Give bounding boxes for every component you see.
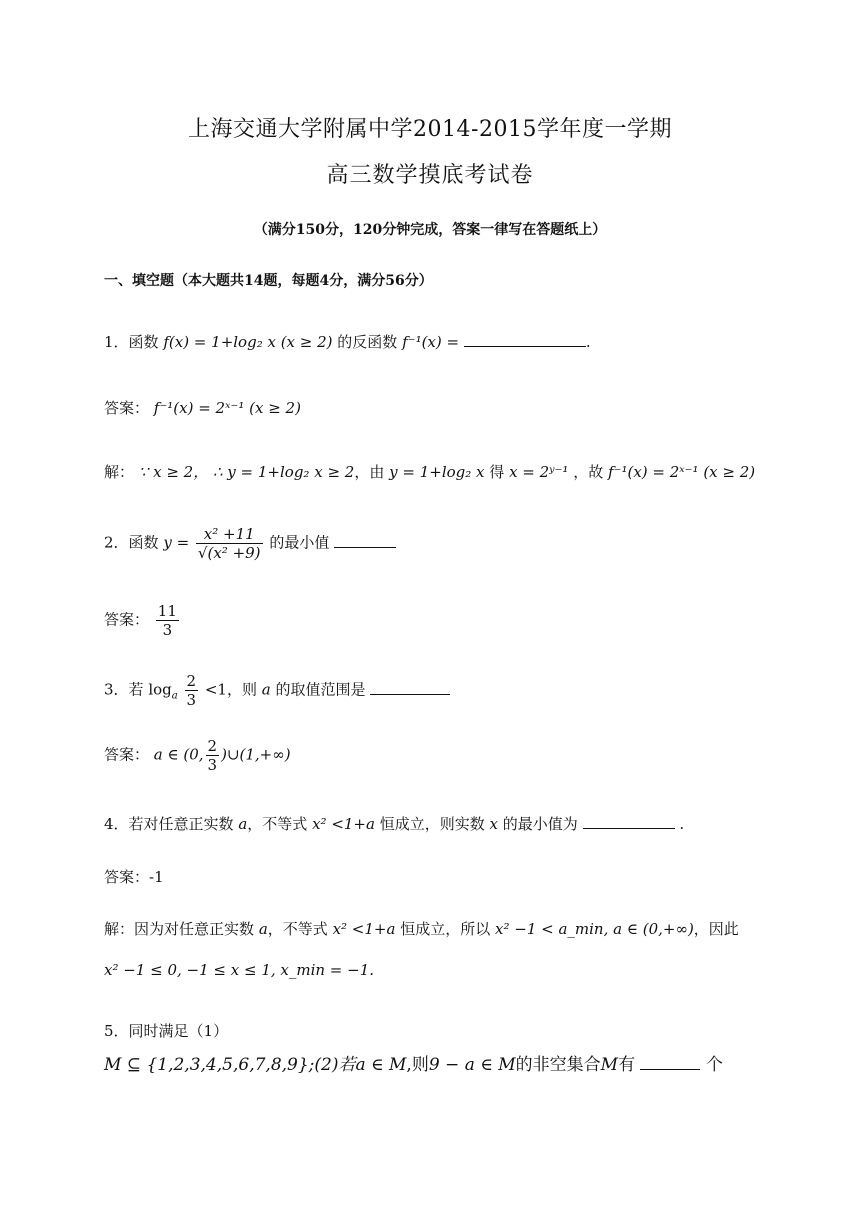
q4-solution-line-2 [104, 961, 374, 979]
q3-denominator: 3 [186, 691, 197, 709]
q4-suffix: 的最小值为 [502, 815, 578, 833]
q2-answer-fraction [156, 602, 179, 639]
question-5 [104, 1020, 228, 1041]
q4-var-a: a [238, 815, 248, 833]
q1-prefix: 1．函数 [104, 333, 159, 351]
q1-sol-f: x = 2ʸ⁻¹ [509, 463, 569, 481]
q1-solution-label: 解： [104, 463, 135, 481]
q4-end: . [679, 815, 685, 833]
q1-sol-e: 得 [484, 463, 505, 481]
q5-line2d: 9 − a ∈ M [428, 1055, 516, 1075]
q1-answer-label: 答案： [104, 399, 150, 417]
q3-answer-fraction [206, 737, 220, 774]
q4-answer-label: 答案： [104, 868, 150, 886]
q3-fraction [185, 672, 199, 709]
q4-sol-a: a [258, 920, 268, 938]
q4-answer-blank[interactable] [583, 814, 675, 829]
q5-line2a: M ⊆ {1,2,3,4,5,6,7,8,9};(2)若 [104, 1055, 356, 1075]
q1-sol-a: ∵ x ≥ 2， [138, 463, 209, 481]
q1-solution [104, 461, 755, 482]
q4-solution [104, 918, 739, 939]
question-4 [104, 813, 684, 834]
q1-mid: 的反函数 [337, 333, 398, 351]
q1-answer-blank[interactable] [464, 332, 586, 347]
q4-mid1: ，不等式 [247, 815, 308, 833]
q4-sol-ineq: x² <1+a [332, 920, 396, 938]
q1-sol-c: ，由 [354, 463, 385, 481]
exam-note: （满分150分，120分钟完成，答案一律写在答题纸上） [253, 222, 607, 238]
q5-line2f: M [600, 1055, 619, 1075]
q2-suffix: 的最小值 [269, 533, 330, 552]
q1-end: . [585, 333, 591, 351]
q2-answer-numerator: 11 [157, 602, 177, 620]
q3-log: log [148, 680, 172, 699]
q2-denominator: √(x² +9) [197, 544, 261, 562]
q5-line2b: a ∈ M [355, 1055, 407, 1075]
q4-answer [104, 866, 164, 887]
q5-answer-blank[interactable] [640, 1055, 700, 1070]
q2-answer [104, 602, 181, 639]
q4-sol-line2: x² −1 ≤ 0, −1 ≤ x ≤ 1, x_min = −1. [104, 961, 375, 979]
q2-y: y = [163, 533, 190, 552]
q4-sol1: 因为对任意正实数 [134, 920, 255, 938]
document-subtitle: 高三数学摸底考试卷 [326, 163, 534, 188]
q1-formula-inverse: f⁻¹(x) = [402, 333, 460, 351]
q1-formula: f(x) = 1+log₂ x (x ≥ 2) [163, 333, 333, 351]
q4-ineq: x² <1+a [312, 815, 375, 833]
q1-sol-h: f⁻¹(x) = 2ˣ⁻¹ (x ≥ 2) [608, 463, 756, 481]
q4-sol2: ，不等式 [267, 920, 328, 938]
q5-line2g: 有 [618, 1055, 636, 1075]
question-1 [104, 331, 591, 352]
q3-answer [104, 737, 291, 774]
q3-var: a [261, 680, 271, 699]
q5-line2h: 个 [705, 1055, 723, 1075]
q2-answer-blank[interactable] [334, 533, 396, 548]
q4-answer-value: -1 [149, 868, 164, 886]
q1-answer-formula: f⁻¹(x) = 2ˣ⁻¹ (x ≥ 2) [153, 399, 301, 417]
q1-answer [104, 397, 301, 418]
q4-var-x: x [489, 815, 498, 833]
q1-sol-d: y = 1+log₂ x [389, 463, 485, 481]
q3-ans-b: )∪(1,+∞) [221, 745, 291, 764]
q4-sol3: 恒成立，所以 [400, 920, 491, 938]
q4-solution-label: 解： [104, 920, 135, 938]
q1-sol-b: ∴ y = 1+log₂ x ≥ 2 [213, 463, 355, 481]
q3-log-base: a [171, 690, 178, 702]
q3-answer-label: 答案： [104, 745, 150, 764]
q4-sol-f: x² −1 < a_min, a ∈ (0,+∞) [495, 920, 694, 938]
q3-mid: ，则 [226, 680, 257, 699]
q3-ans-a: a ∈ (0, [153, 745, 204, 764]
q3-numerator: 2 [186, 672, 197, 690]
q3-suffix: 的取值范围是 [275, 680, 366, 699]
q2-answer-denominator: 3 [162, 621, 173, 639]
question-2 [104, 525, 396, 562]
q4-mid2: 恒成立，则实数 [379, 815, 485, 833]
q5-line2e: 的非空集合 [515, 1055, 601, 1075]
q4-sol4: ，因此 [693, 920, 739, 938]
document-title: 上海交通大学附属中学2014-2015学年度一学期 [188, 117, 672, 142]
q3-ineq: <1 [204, 680, 227, 699]
q2-answer-label: 答案： [104, 610, 150, 629]
q5-line2c: ,则 [406, 1055, 429, 1075]
question-5-condition [104, 1050, 723, 1075]
q3-ans-denominator: 3 [207, 756, 218, 774]
q3-answer-blank[interactable] [370, 680, 450, 695]
q5-line1: 5．同时满足（1） [104, 1022, 229, 1040]
q2-numerator: x² +11 [196, 525, 263, 544]
q3-ans-numerator: 2 [207, 737, 218, 755]
q2-fraction [196, 525, 263, 562]
q1-sol-g: ，故 [568, 463, 604, 481]
q4-prefix: 4．若对任意正实数 [104, 815, 234, 833]
q2-prefix: 2．函数 [104, 533, 159, 552]
q3-prefix: 3．若 [104, 680, 144, 699]
question-3 [104, 672, 450, 709]
section-heading: 一、填空题（本大题共14题，每题4分，满分56分） [104, 273, 433, 289]
